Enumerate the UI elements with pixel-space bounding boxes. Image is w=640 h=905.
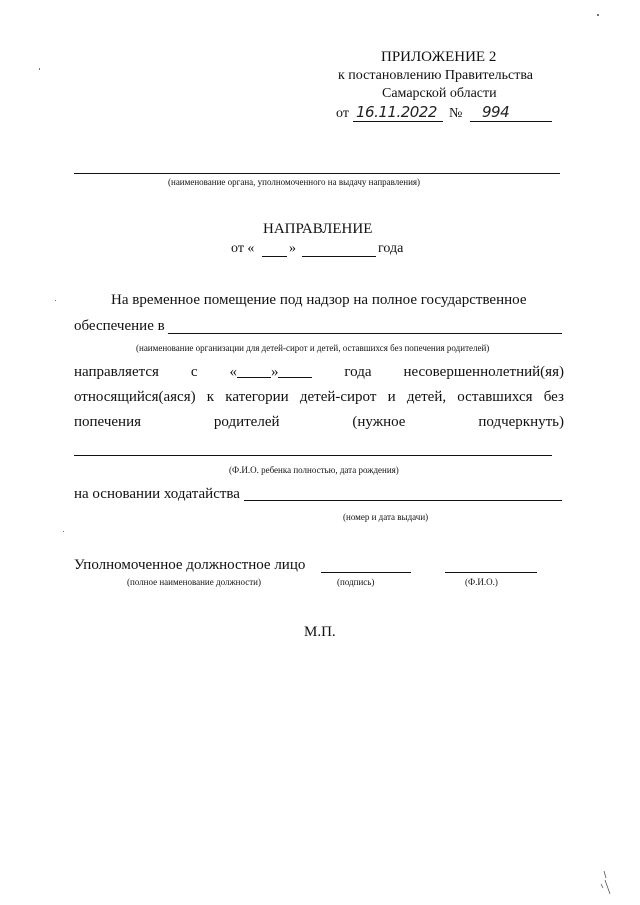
word-children: детей, xyxy=(406,389,447,405)
official-label: Уполномоченное должностное лицо xyxy=(74,557,306,573)
basis-caption: (номер и дата выдачи) xyxy=(343,512,429,522)
word-related: относящийся(аяся) xyxy=(74,389,196,405)
word-left: оставшихся xyxy=(457,389,533,405)
open-quote: « xyxy=(229,364,237,380)
signature-caption: (подпись) xyxy=(337,577,375,587)
word-to: к xyxy=(206,389,215,405)
month-blank xyxy=(278,364,312,378)
date-group xyxy=(229,364,312,381)
paragraph-line-2-prefix: обеспечение в xyxy=(74,318,165,334)
position-caption: (полное наименование должности) xyxy=(127,577,261,587)
word-parents: родителей xyxy=(213,414,280,430)
handwritten-date: 16.11.2022 xyxy=(356,103,437,121)
child-caption: (Ф.И.О. ребенка полностью, дата рождения) xyxy=(229,465,399,475)
word-and: и xyxy=(387,389,396,405)
organization-line xyxy=(168,333,562,334)
paragraph-line-5 xyxy=(74,414,564,431)
signature-line xyxy=(321,572,411,573)
scan-speck xyxy=(63,531,64,532)
region-line: Самарской области xyxy=(382,86,497,101)
basis-line xyxy=(244,500,562,501)
child-name-line xyxy=(74,455,552,456)
paragraph-line-1: На временное помещение под надзор на полное государственное xyxy=(111,292,527,308)
word-underline: подчеркнуть) xyxy=(478,414,564,430)
title-date-close-quote: » xyxy=(289,241,296,256)
close-quote: » xyxy=(270,364,279,380)
name-caption: (Ф.И.О.) xyxy=(465,577,498,587)
issuer-caption: (наименование органа, уполномоченного на выдачу направления) xyxy=(168,177,421,187)
scan-speck xyxy=(55,300,56,301)
date-prefix: от xyxy=(336,106,349,121)
scan-speck xyxy=(39,68,40,70)
word-needed: (нужное xyxy=(352,414,406,430)
name-line xyxy=(445,572,537,573)
basis-label: на основании ходатайства xyxy=(74,486,240,502)
scan-speck xyxy=(597,14,599,16)
title-date-prefix: от « xyxy=(231,241,255,256)
word-year: года xyxy=(344,364,372,380)
paragraph-line-3 xyxy=(74,364,564,381)
word-directed: направляется xyxy=(74,364,159,380)
issuer-line xyxy=(74,173,560,174)
word-without: без xyxy=(543,389,564,405)
word-orphans: детей-сирот xyxy=(299,389,377,405)
document-title: НАПРАВЛЕНИЕ xyxy=(263,221,373,237)
stamp-label: М.П. xyxy=(304,624,336,640)
title-date-suffix: года xyxy=(378,241,404,256)
number-sign: № xyxy=(449,106,463,121)
paragraph-line-4 xyxy=(74,389,564,406)
scan-scribble xyxy=(596,870,614,896)
handwritten-number: 994 xyxy=(482,103,510,121)
word-minor: несовершеннолетний(яя) xyxy=(403,364,564,380)
word-from: с xyxy=(190,364,198,380)
day-blank xyxy=(237,364,271,378)
resolution-line: к постановлению Правительства xyxy=(338,68,534,83)
date-underline xyxy=(353,121,443,122)
title-day-blank xyxy=(262,256,287,257)
organization-caption: (наименование организации для детей-сирот и детей, оставшихся без попечения родителей) xyxy=(136,343,490,353)
appendix-title: ПРИЛОЖЕНИЕ 2 xyxy=(381,49,497,65)
number-underline xyxy=(470,121,552,122)
word-care: попечения xyxy=(74,414,141,430)
word-category: категории xyxy=(225,389,289,405)
title-month-blank xyxy=(302,256,376,257)
